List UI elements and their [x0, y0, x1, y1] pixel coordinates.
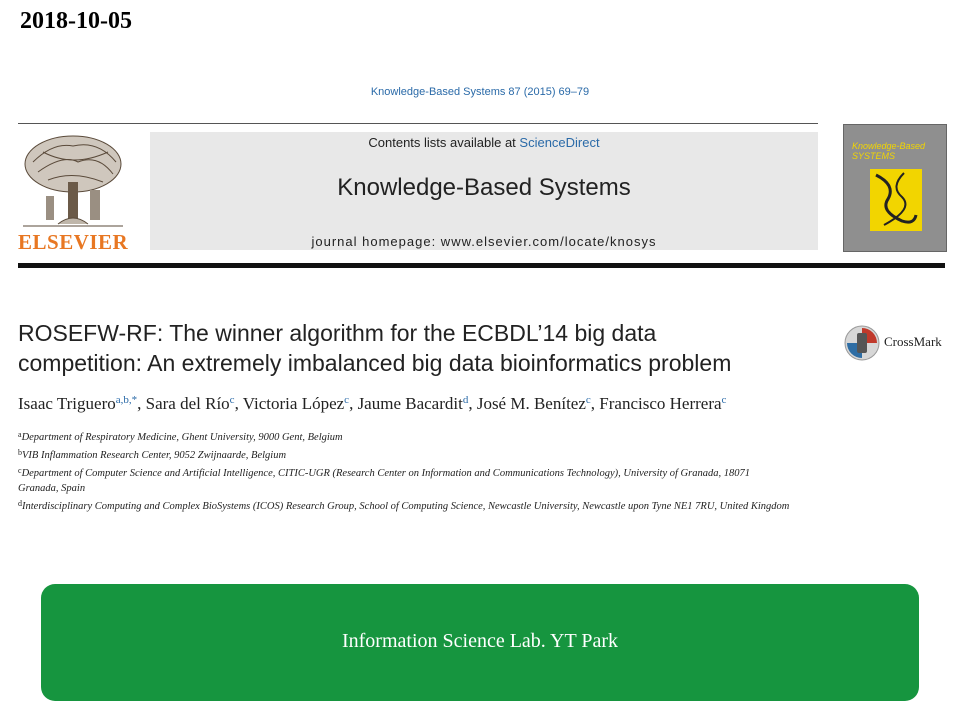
affiliation-list — [18, 427, 953, 514]
author-name: Victoria López — [242, 394, 345, 413]
affiliation-c — [18, 463, 953, 481]
author-separator: , — [349, 394, 358, 413]
author-2[interactable] — [146, 394, 243, 413]
header-divider — [18, 123, 818, 124]
contents-line — [150, 135, 818, 150]
affiliation-text: Department of Computer Science and Artificial Intelligence, CITIC-UGR (Research Center on Information and Communications Technology), University of Granada, 18071 — [21, 468, 750, 479]
author-5[interactable] — [477, 394, 599, 413]
affiliation-text: VIB Inflammation Research Center, 9052 Zwijnaarde, Belgium — [22, 450, 287, 461]
author-name: Sara del Río — [145, 394, 230, 413]
author-6[interactable] — [599, 394, 726, 413]
affiliation-text: Granada, Spain — [18, 483, 86, 494]
author-affil-mark: c — [229, 394, 235, 406]
journal-homepage[interactable]: journal homepage: www.elsevier.com/locate/knosys — [311, 234, 657, 249]
journal-citation[interactable]: Knowledge-Based Systems 87 (2015) 69–79 — [370, 86, 590, 98]
paper-title — [18, 318, 828, 378]
affiliation-mark: a — [18, 430, 22, 439]
title-divider — [18, 263, 945, 268]
affiliation-mark: b — [18, 448, 22, 457]
footer-text: Information Science Lab. YT Park — [341, 630, 619, 652]
affiliation-a — [18, 427, 953, 445]
author-4[interactable] — [358, 394, 477, 413]
author-separator: , — [590, 394, 600, 413]
cover-title: Knowledge-Based SYSTEMS — [852, 141, 926, 161]
journal-cover — [843, 124, 947, 252]
contents-prefix: Contents lists available at — [368, 135, 520, 150]
author-name: Jaume Bacardit — [357, 394, 463, 413]
affiliation-text: Interdisciplinary Computing and Complex BioSystems (ICOS) Research Group, School of Computing Science, Newcastle University, Newcastle upon Tyne NE1 7RU, United Kingdom — [22, 501, 790, 512]
affiliation-b — [18, 445, 953, 463]
journal-header — [150, 132, 818, 250]
sciencedirect-link[interactable]: ScienceDirect — [519, 135, 600, 150]
crossmark-badge[interactable] — [843, 324, 953, 362]
cover-artwork-icon — [844, 125, 946, 251]
crossmark-icon — [843, 324, 881, 362]
author-affil-mark: c — [721, 394, 727, 406]
slide-date: 2018-10-05 — [20, 8, 132, 34]
author-name: Francisco Herrera — [599, 394, 722, 413]
author-list — [18, 394, 948, 414]
author-affil-mark: c — [344, 394, 350, 406]
author-3[interactable] — [243, 394, 358, 413]
author-separator: , — [137, 394, 146, 413]
footer-banner — [41, 584, 919, 701]
affiliation-mark: c — [18, 466, 22, 475]
paper-title-line-1: ROSEFW-RF: The winner algorithm for the ECBDL’14 big data — [18, 320, 657, 346]
elsevier-logo — [18, 132, 128, 252]
author-separator: , — [468, 394, 477, 413]
author-affil-mark: c — [585, 394, 591, 406]
affiliation-d — [18, 496, 953, 514]
author-1[interactable] — [18, 394, 146, 413]
author-separator: , — [234, 394, 243, 413]
author-name: Isaac Triguero — [18, 394, 116, 413]
affiliation-mark: d — [18, 499, 22, 508]
crossmark-label: CrossMark — [884, 334, 942, 349]
author-affil-mark: a,b,* — [115, 394, 138, 406]
author-name: José M. Benítez — [476, 394, 586, 413]
elsevier-wordmark: ELSEVIER — [18, 230, 129, 254]
affiliation-c-continued — [18, 481, 953, 496]
elsevier-tree-icon — [18, 132, 128, 232]
author-affil-mark: d — [462, 394, 469, 406]
affiliation-text: Department of Respiratory Medicine, Ghent University, 9000 Gent, Belgium — [21, 432, 343, 443]
paper-title-line-2: competition: An extremely imbalanced big data bioinformatics problem — [18, 350, 732, 376]
journal-title: Knowledge-Based Systems — [337, 174, 631, 201]
